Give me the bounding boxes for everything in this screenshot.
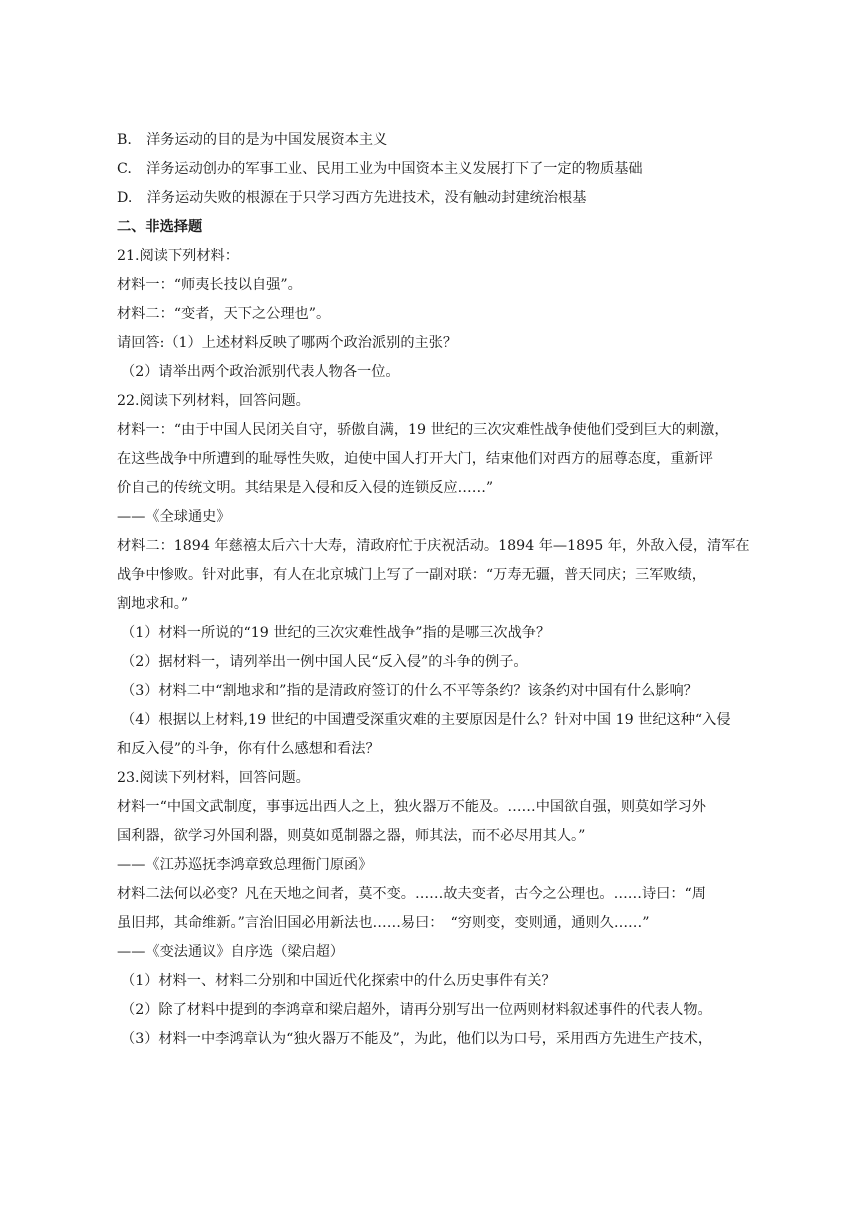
q22-sub-2: （2）据材料一，请列举出一例中国人民“反入侵”的斗争的例子。 — [121, 654, 528, 670]
q23-material-1-line-1: 材料一“中国文武制度，事事远出西人之上，独火器万不能及。……中国欲自强，则莫如学习外 — [117, 799, 706, 815]
q22-material-2-line-3: 割地求和。” — [117, 596, 189, 612]
q22-material-1-line-2: 在这些战争中所遭到的耻辱性失败，迫使中国人打开大门，结束他们对西方的屈尊态度，重新评 — [117, 451, 713, 467]
q21-material-1: 材料一：“师夷长技以自强”。 — [117, 277, 302, 293]
q22-sub-3: （3）材料二中“割地求和”指的是清政府签订的什么不平等条约？该条约对中国有什么影响？ — [121, 683, 698, 699]
q22-sub-4-line-1: （4）根据以上材料,19 世纪的中国遭受深重灾难的主要原因是什么？针对中国 19 世纪这种“入侵 — [121, 712, 731, 728]
q22-material-1-line-3: 价自己的传统文明。其结果是入侵和反入侵的连锁反应……” — [117, 480, 494, 496]
question-22-title: 22.阅读下列材料，回答问题。 — [117, 393, 310, 409]
q23-source-2: ——《变法通议》自序选（梁启超） — [117, 944, 345, 960]
section-heading: 二、非选择题 — [117, 219, 203, 235]
q23-material-1-line-2: 国利器，欲学习外国利器，则莫如觅制器之器，师其法，而不必尽用其人。” — [117, 828, 586, 844]
q23-sub-3: （3）材料一中李鸿章认为“独火器万不能及”，为此，他们以为口号，采用西方先进生产技术， — [121, 1031, 713, 1047]
option-d: D. 洋务运动失败的根源在于只学习西方先进技术，没有触动封建统治根基 — [117, 190, 587, 206]
option-b: B. 洋务运动的目的是为中国发展资本主义 — [117, 132, 388, 148]
q21-sub-2: （2）请举出两个政治派别代表人物各一位。 — [121, 364, 400, 380]
q22-material-2-line-2: 战争中惨败。针对此事，有人在北京城门上写了一副对联：“万寿无疆，普天同庆；三军败绩， — [117, 567, 706, 583]
q23-sub-1: （1）材料一、材料二分别和中国近代化探索中的什么历史事件有关？ — [121, 973, 556, 989]
q23-source-1: ——《江苏巡抚李鸿章致总理衙门原函》 — [117, 857, 373, 873]
option-c: C. 洋务运动创办的军事工业、民用工业为中国资本主义发展打下了一定的物质基础 — [117, 161, 643, 177]
question-23-title: 23.阅读下列材料，回答问题。 — [117, 770, 310, 786]
q23-sub-2: （2）除了材料中提到的李鸿章和梁启超外，请再分别写出一位两则材料叙述事件的代表人物。 — [121, 1002, 712, 1018]
q22-material-1-line-1: 材料一：“由于中国人民闭关自守，骄傲自满，19 世纪的三次灾难性战争使他们受到巨大的刺激， — [117, 422, 729, 438]
q22-source-1: ——《全球通史》 — [117, 509, 231, 525]
q22-material-2-line-1: 材料二：1894 年慈禧太后六十大寿，清政府忙于庆祝活动。1894 年—1895 年，外敌入侵，清军在 — [117, 538, 750, 554]
q22-sub-1: （1）材料一所说的“19 世纪的三次灾难性战争”指的是哪三次战争？ — [121, 625, 551, 641]
q21-material-2: 材料二：“变者，天下之公理也”。 — [117, 306, 331, 322]
q23-material-2-line-2: 虽旧邦，其命维新。”言治旧国必用新法也……易曰： “穷则变，变则通，通则久……” — [117, 915, 650, 931]
q21-sub-1: 请回答:（1）上述材料反映了哪两个政治派别的主张？ — [117, 335, 458, 351]
q23-material-2-line-1: 材料二法何以必变？凡在天地之间者，莫不变。……故夫变者，古今之公理也。……诗曰：“周 — [117, 886, 706, 902]
question-21-title: 21.阅读下列材料： — [117, 248, 239, 264]
q22-sub-4-line-2: 和反入侵”的斗争，你有什么感想和看法？ — [117, 741, 380, 757]
